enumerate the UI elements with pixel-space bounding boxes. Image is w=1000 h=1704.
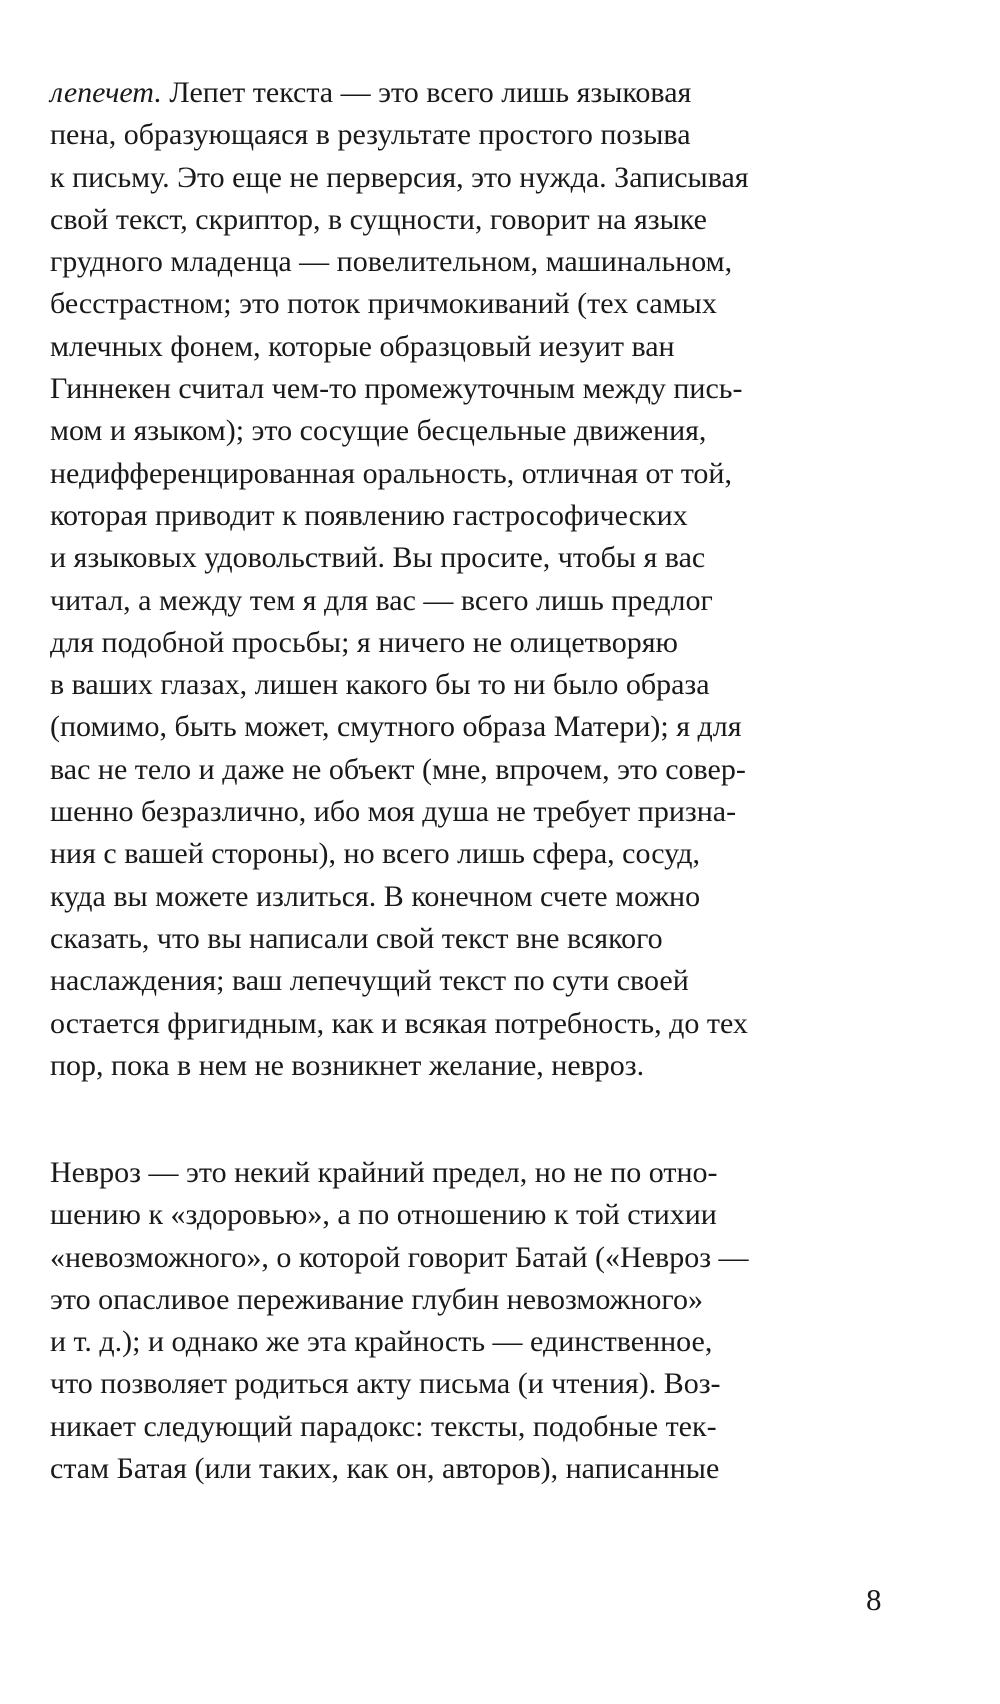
text-line: ния с вашей стороны), но всего лишь сфера, сосуд, [50,837,701,871]
text-line: что позволяет родиться акту письма (и чтения). Воз- [50,1367,721,1401]
text-line: и т. д.); и однако же эта крайность — единственное, [50,1325,713,1359]
text-line: стам Батая (или таких, как он, авторов), написанные [50,1452,720,1486]
text-line: вас не тело и даже не объект (мне, впрочем, это совер- [50,752,746,786]
text-line: которая приводит к появлению гастрософических [50,498,688,532]
text-line: млечных фонем, которые образцовый иезуит ван [50,329,675,363]
italic-word: лепечет. [50,76,162,109]
text-line: куда вы можете излиться. В конечном счете можно [50,879,701,913]
text-line: шению к «здоровью», а по отношению к той стихии [50,1198,717,1232]
text-line: недифференцированная оральность, отличная от той, [50,456,732,490]
text-line: к письму. Это еще не перверсия, это нужда. Записывая [50,160,749,194]
text-line: в ваших глазах, лишен какого бы то ни было образа [50,668,710,702]
text-line: Гиннекен считал чем-то промежуточным между пись- [50,372,743,406]
text-line: Невроз — это некий крайний предел, но не по отно- [50,1156,718,1189]
text-line: бесстрастном; это поток причмокиваний (тех самых [50,287,717,321]
paragraph-2 [50,1152,900,1490]
text-line: свой текст, скриптор, в сущности, говорит на языке [50,202,707,236]
text-line: пена, образующаяся в результате простого позыва [50,118,691,152]
text-line: читал, а между тем я для вас — всего лишь предлог [50,583,713,617]
text-line: наслаждения; ваш лепечущий текст по сути своей [50,964,689,998]
text-line: остается фригидным, как и всякая потребность, до тех [50,1006,748,1040]
text-line: пор, пока в нем не возникнет желание, невроз. [50,1048,645,1082]
text-line: никает следующий парадокс: тексты, подобные тек- [50,1409,717,1443]
paragraph-1 [50,72,900,1087]
line-text: Лепет текста — это всего лишь языковая [161,76,692,109]
text-line: «невозможного», о которой говорит Батай («Невроз — [50,1240,749,1274]
text-line: и языковых удовольствий. Вы просите, чтобы я вас [50,541,706,575]
text-line: грудного младенца — повелительном, машинальном, [50,245,733,279]
text-line: это опасливое переживание глубин невозможного» [50,1282,703,1316]
text-line: для подобной просьбы; я ничего не олицетворяю [50,625,678,659]
text-line: сказать, что вы написали свой текст вне всякого [50,921,663,955]
text-line: шенно безразлично, ибо моя душа не требует призна- [50,795,737,829]
text-line: (помимо, быть может, смутного образа Матери); я для [50,710,742,744]
page-number: 8 [866,1582,882,1617]
text-line [50,72,900,114]
text-line: мом и языком); это сосущие бесцельные движения, [50,414,707,448]
